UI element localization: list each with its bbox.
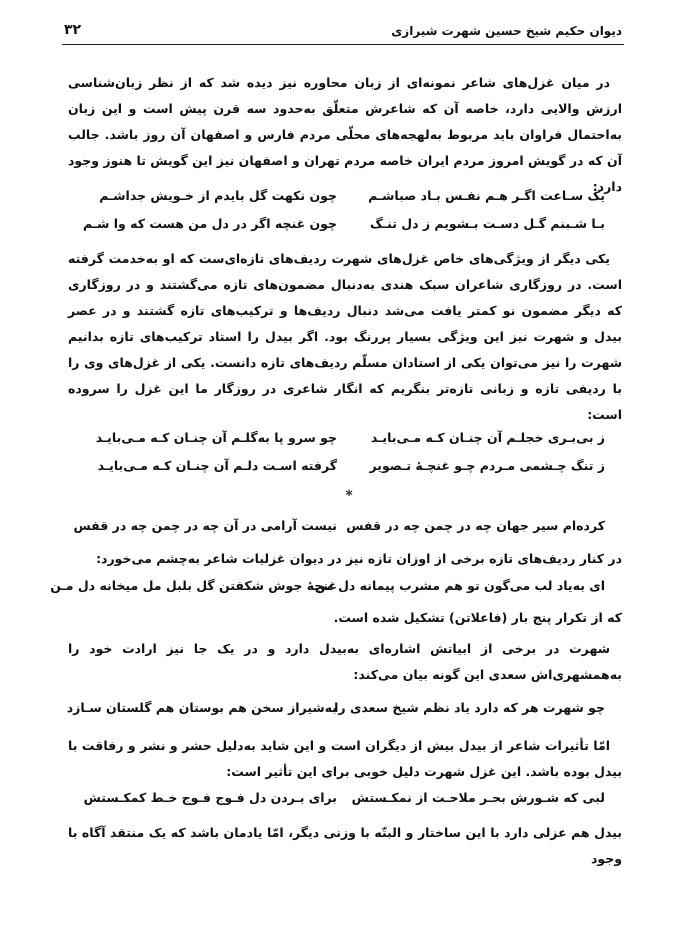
- verse-hemistich-first: ای به‌یاد لب می‌گون تو هم مشرب پیمانه دل من: [314, 578, 605, 593]
- verse-hemistich-second: نیست آرامی در آن چه در چمن چه در قفس: [73, 518, 337, 533]
- paragraph-meter-note: که از تکرار پنج بار (فاعلاتن) تشکیل شده است.: [333, 610, 622, 625]
- verse-hemistich-second: چو سرو پا به‌گلـم آن چنـان کـه مـی‌بایـد: [95, 430, 337, 445]
- verse-hemistich-first: ز تنگ چـشمی مـردم چـو غنچـهٔ تـصویر: [369, 458, 605, 473]
- paragraph-dialect: در میان غزل‌های شاعر نمونه‌ای از زبان محاوره نیز دیده شد که از نظر زبان‌شناسی ارزش والایی دارد، خاصه آن که شاعرش متعلّق به‌حدود سه قرن پیش است و این زبان به‌احتمال فراوان باید مربوط به‌لهجه‌های محلّی مردم فارس و اصفهان آن روز باشد. جالب آن که در گویش امروز مردم ایران خاصه مردم تهران و اصفهان نیز این گویش تا هنوز وجود دارد:: [68, 75, 622, 194]
- running-header: [62, 20, 624, 45]
- verse-line: [50, 578, 605, 602]
- verse-hemistich-first: کرده‌ام سیر جهان چه در چمن چه در قفس: [346, 518, 605, 533]
- page-number: ۳۲: [64, 22, 82, 38]
- verse-line: [100, 188, 605, 212]
- verse-hemistich-first: لبی که شـورش بحـر ملاحـت از نمکـستش: [351, 790, 605, 805]
- verse-hemistich-second: گرفته اسـت دلـم آن چنـان کـه مـی‌بایـد: [97, 458, 337, 473]
- verse-hemistich-second: چون نکهت گل بایدم از خـویش جداشـم: [99, 188, 337, 203]
- verse-hemistich-first: چو شهرت هر که دارد یاد نظم شیخ سعدی را: [334, 700, 605, 715]
- verse-line: [66, 700, 605, 724]
- verse-line: [73, 518, 605, 542]
- verse-line: [97, 458, 605, 482]
- paragraph-bidel-comparison: بیدل هم عزلی دارد با این ساختار و البتّه با وزنی دیگر، امّا یادمان باشد که یک منتقد آگاه با وجود: [68, 825, 622, 866]
- verse-hemistich-second: غنچهٔ جوش شکفتن گل بلبل مل میخانه دل مـن: [50, 578, 337, 593]
- verse-hemistich-second: برای بـردن دل فـوج فـوج خـط کمکـستش: [83, 790, 337, 805]
- paragraph-saadi: شهرت در برخی از ابیاتش اشاره‌ای به‌بیدل دارد و در یک جا نیز ارادت خود را به‌همشهری‌اش سعدی این گونه بیان می‌کند:: [68, 641, 622, 682]
- verse-hemistich-first: بـا شـبنم گـل دسـت بـشویم ز دل تنـگ: [370, 216, 605, 231]
- verse-line: [83, 790, 605, 814]
- section-separator: *: [345, 488, 353, 504]
- verse-hemistich-second: به‌شیراز سخن هم بوستان هم گلستان سـازد: [66, 700, 337, 715]
- paragraph-meters: در کنار ردیف‌های تازه برخی از اوزان تازه نیز در دیوان غزلیات شاعر به‌چشم می‌خورد:: [96, 551, 622, 566]
- verse-hemistich-second: چون غنچه اگر در دل من هست که وا شـم: [83, 216, 337, 231]
- book-title: دیوان حکیم شیخ حسین شهرت شیرازی: [391, 24, 622, 38]
- paragraph-radifs: یکی دیگر از ویژگی‌های خاص غزل‌های شهرت ردیف‌های تازه‌ای‌ست که او به‌خدمت گرفته است. در روزگاری شاعران سبک هندی به‌دنبال مضمون‌های تازه می‌گشتند و در روزگاری که دیگر مضمون نو کمتر یافت می‌شد دنبال ردیف‌ها و ترکیب‌های تازه گشتند و در عصر بیدل و شهرت نیز این ویژگی بسیار پررنگ بود. اگر بیدل را استاد ترکیب‌های تازه بدانیم شهرت را نیز می‌توان یکی از استادان مسلّم ردیف‌های تازه دانست. یکی از غزل‌های وی را با ردیفی تازه و زبانی تازه‌تر بنگریم که انگار شاعری در روزگار ما این غزل را سروده است:: [68, 251, 622, 422]
- verse-line: [83, 216, 605, 240]
- verse-line: [95, 430, 605, 454]
- verse-hemistich-first: یک سـاعت اگـر هـم نفـس بـاد صباشـم: [368, 188, 605, 203]
- paragraph-bidel-influence: امّا تأثیرات شاعر از بیدل بیش از دیگران است و این شاید به‌دلیل حشر و نشر و رفاقت با بیدل بوده باشد. این غزل شهرت دلیل خوبی برای این تأثیر است:: [68, 738, 622, 779]
- verse-hemistich-first: ز بی‌بـری خجلـم آن چنـان کـه مـی‌بایـد: [370, 430, 605, 445]
